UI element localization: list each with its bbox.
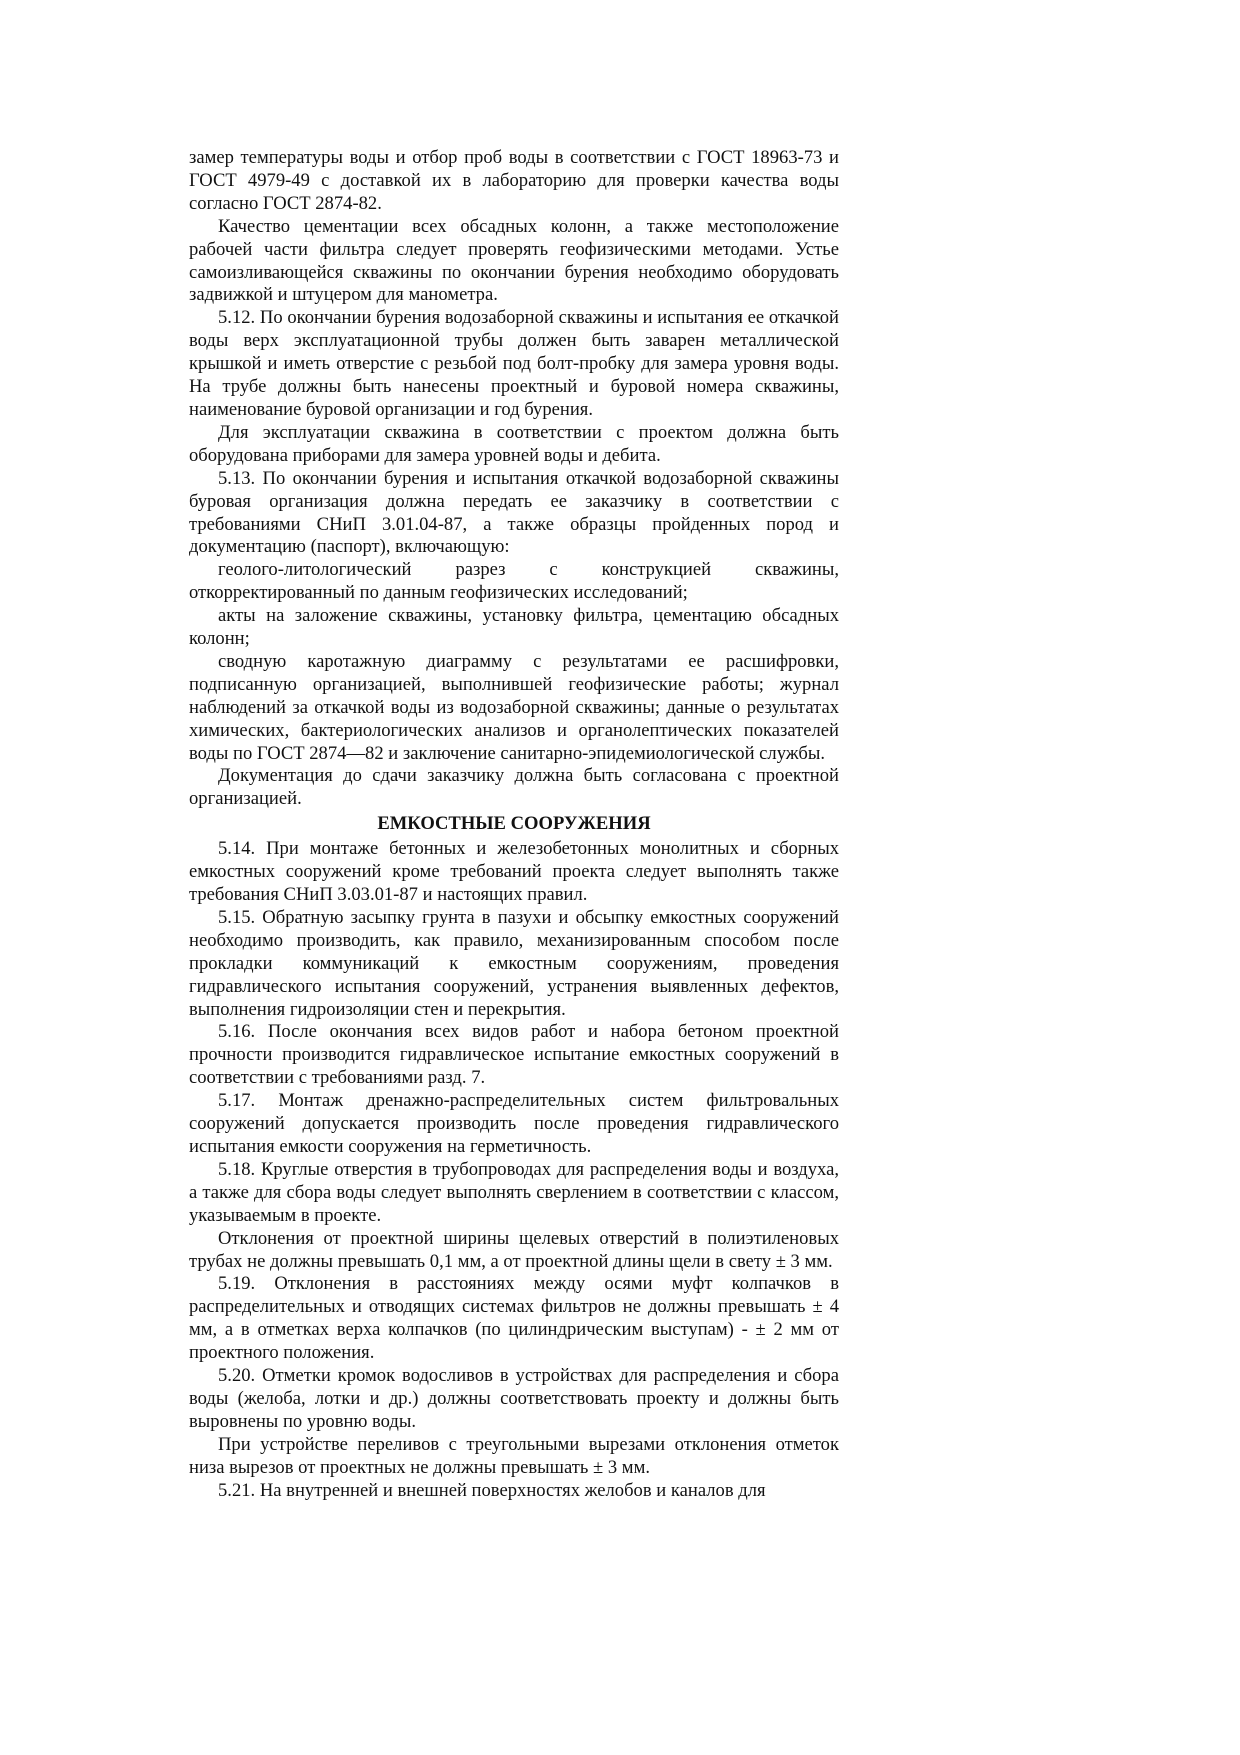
paragraph: 5.12. По окончании бурения водозаборной скважины и испытания ее откачкой воды верх эксплуатационной трубы должен быть заварен металлической крышкой и иметь отверстие с резьбой под болт-пробку для замера уровня воды. На трубе должны быть нанесены проектный и буровой номера скважины, наименование буровой организации и год бурения. [189,307,839,420]
paragraph: 5.15. Обратную засыпку грунта в пазухи и обсыпку емкостных сооружений необходимо производить, как правило, механизированным способом после прокладки коммуникаций к емкостным сооружениям, проведения гидравлического испытания сооружений, устранения выявленных дефектов, выполнения гидроизоляции стен и перекрытия. [189,906,839,1020]
paragraphs-after [189,838,839,1502]
paragraph: 5.14. При монтаже бетонных и железобетонных монолитных и сборных емкостных сооружений кроме требований проекта следует выполнять также требования СНиП 3.03.01-87 и настоящих правил. [189,838,839,905]
paragraph: 5.18. Круглые отверстия в трубопроводах для распределения воды и воздуха, а также для сбора воды следует выполнять сверлением в соответствии с классом, указываемым в проекте. [189,1158,839,1226]
paragraph: Качество цементации всех обсадных колонн, а также местоположение рабочей части фильтра следует проверять геофизическими методами. Устье самоизливающейся скважины по окончании бурения необходимо оборудовать задвижкой и штуцером для манометра. [189,215,839,306]
paragraph: 5.16. После окончания всех видов работ и набора бетоном проектной прочности производится гидравлическое испытание емкостных сооружений в соответствии с требованиями разд. 7. [189,1021,839,1089]
paragraph: 5.19. Отклонения в расстояниях между осями муфт колпачков в распределительных и отводящих системах фильтров не должны превышать ± 4 мм, а в отметках верха колпачков (по цилиндрическим выступам) - ± 2 мм от проектного положения. [189,1273,839,1364]
paragraph: Для эксплуатации скважина в соответствии с проектом должна быть оборудована приборами для замера уровней воды и дебита. [189,421,839,466]
paragraph: Отклонения от проектной ширины щелевых отверстий в полиэтиленовых трубах не должны превышать 0,1 мм, а от проектной длины щели в свету ± 3 мм. [189,1227,839,1272]
paragraph: 5.17. Монтаж дренажно-распределительных систем фильтровальных сооружений допускается производить после проведения гидравлического испытания емкости сооружения на герметичность. [189,1090,839,1157]
paragraph: При устройстве переливов с треугольными вырезами отклонения отметок низа вырезов от проектных не должны превышать ± 3 мм. [189,1433,839,1478]
section-heading: ЕМКОСТНЫЕ СООРУЖЕНИЯ [377,813,651,835]
list-item: геолого-литологический разрез с конструкцией скважины, откорректированный по данным геофизических исследований; [189,559,839,604]
paragraphs-before [189,147,839,811]
paragraph: Документация до сдачи заказчику должна быть согласована с проектной организацией. [189,765,839,810]
document-page [189,147,839,1502]
list-item: акты на заложение скважины, установку фильтра, цементацию обсадных колонн; [189,605,839,650]
paragraph: 5.20. Отметки кромок водосливов в устройствах для распределения и сбора воды (желоба, лотки и др.) должны соответствовать проекту и должны быть выровнены по уровню воды. [189,1365,839,1432]
list-item: сводную каротажную диаграмму с результатами ее расшифровки, подписанную организацией, выполнившей геофизические работы; журнал наблюдений за откачкой воды из водозаборной скважины; данные о результатах химических, бактериологических анализов и органолептических показателей воды по ГОСТ 2874—82 и заключение санитарно-эпидемиологической службы. [189,650,839,764]
paragraph: замер температуры воды и отбор проб воды в соответствии с ГОСТ 18963-73 и ГОСТ 4979-49 с доставкой их в лабораторию для проверки качества воды согласно ГОСТ 2874-82. [189,147,839,214]
paragraph: 5.13. По окончании бурения и испытания откачкой водозаборной скважины буровая организация должна передать ее заказчику в соответствии с требованиями СНиП 3.01.04-87, а также образцы пройденных пород и документацию (паспорт), включающую: [189,467,839,558]
paragraph: 5.21. На внутренней и внешней поверхностях желобов и каналов для [218,1479,766,1501]
